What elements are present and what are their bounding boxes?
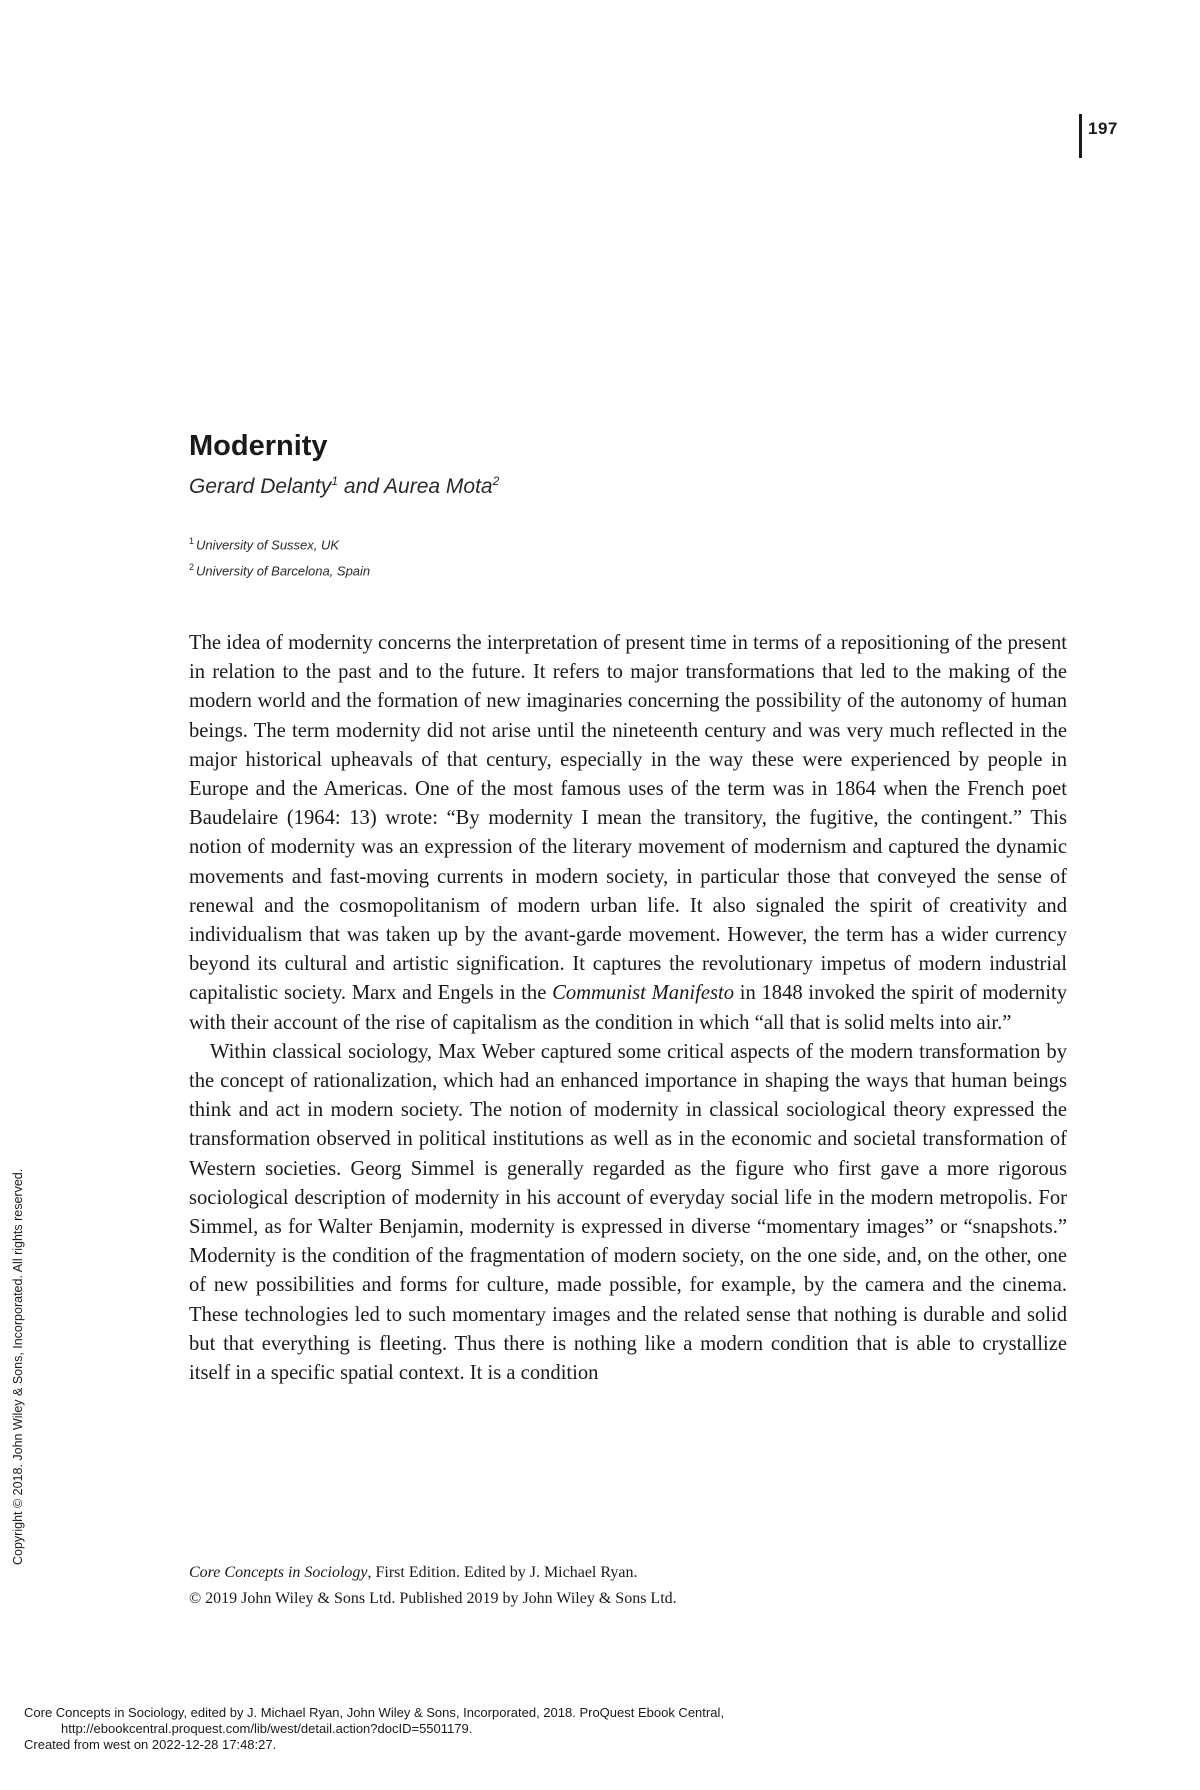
page-number: 197 (1088, 119, 1118, 138)
book-title: Core Concepts in Sociology (189, 1564, 368, 1581)
author-superscript: 1 (331, 474, 339, 488)
paragraph-text: in 1848 invoked the spirit of modernity with their account of the rise of capitalism as the condition in which “all that is solid melts into air.” (189, 982, 1068, 1034)
book-credit-line (189, 1560, 677, 1586)
side-copyright-notice: Copyright © 2018. John Wiley & Sons, Incorporated. All rights reserved. (11, 1168, 25, 1565)
edition-text: , First Edition. Edited by J. Michael Ryan. (367, 1564, 638, 1581)
footer-url[interactable]: http://ebookcentral.proquest.com/lib/west/detail.action?docID=5501179. (61, 1721, 473, 1736)
affiliation-text: University of Sussex, UK (196, 537, 340, 553)
footer-line: Created from west on 2022-12-28 17:48:27. (24, 1737, 277, 1752)
affiliation-line (189, 530, 370, 556)
chapter-body (189, 629, 1067, 1388)
affiliation-superscript: 2 (189, 562, 195, 573)
author-affiliations (189, 530, 370, 583)
footer-citation (24, 1705, 724, 1753)
author-name: and Aurea Mota (338, 475, 493, 498)
book-title-emphasis: Communist Manifesto (552, 982, 735, 1005)
body-paragraph: Within classical sociology, Max Weber captured some critical aspects of the modern transformation by the concept of rationalization, which had an enhanced importance in shaping the ways that human beings think and act in modern society. The notion of modernity in classical sociological theory expressed the transformation observed in political institutions as well as in the economic and societal transformation of Western societies. Georg Simmel is generally regarded as the figure who first gave a more rigorous sociological description of modernity in his account of everyday social life in the modern metropolis. For Simmel, as for Walter Benjamin, modernity is expressed in diverse “momentary images” or “snapshots.” Modernity is the condition of the fragmentation of modern society, on the one side, and, on the other, one of new possibilities and forms for culture, made possible, for example, by the camera and the cinema. These technologies led to such momentary images and the related sense that nothing is durable and solid but that everything is fleeting. Thus there is nothing like a modern condition that is able to crystallize itself in a specific spatial context. It is a condition (189, 1040, 1067, 1385)
author-name: Gerard Delanty (189, 475, 332, 498)
affiliation-line (189, 556, 370, 582)
footer-line: Core Concepts in Sociology, edited by J. Michael Ryan, John Wiley & Sons, Incorporated, 2018. ProQuest Ebook Central, (24, 1705, 724, 1720)
affiliation-superscript: 1 (189, 536, 195, 546)
copyright-line: © 2019 John Wiley & Sons Ltd. Published 2019 by John Wiley & Sons Ltd. (189, 1590, 677, 1607)
book-credit (189, 1560, 677, 1612)
paragraph-text: The idea of modernity concerns the interpretation of present time in terms of a repositioning of the present in relation to the past and to the future. It refers to major transformations that led to the making of the modern world and the formation of new imaginaries concerning the possibility of the autonomy of human beings. The term modernity did not arise until the nineteenth century and was very much reflected in the major historical upheavals of that century, especially in the way these were experienced by people in Europe and the Americas. One of the most famous uses of the term was in 1864 when the French poet Baudelaire (1964: 13) wrote: “By modernity I mean the transitory, the fugitive, the contingent.” This notion of modernity was an expression of the literary movement of modernism and captured the dynamic movements and fast-moving currents in modern society, in particular those that conveyed the sense of renewal and the cosmopolitanism of modern urban life. It also signaled the spirit of creativity and individualism that was taken up by the avant-garde movement. However, the term has a wider currency beyond its cultural and artistic signification. It captures the revolutionary impetus of modern industrial capitalistic society. Marx and Engels in the (189, 632, 1067, 1005)
chapter-title: Modernity (189, 430, 328, 462)
chapter-authors (189, 474, 499, 499)
affiliation-text: University of Barcelona, Spain (196, 563, 371, 579)
page-number-rule (1079, 114, 1082, 158)
author-superscript: 2 (492, 474, 500, 488)
body-paragraph (189, 629, 1067, 1038)
